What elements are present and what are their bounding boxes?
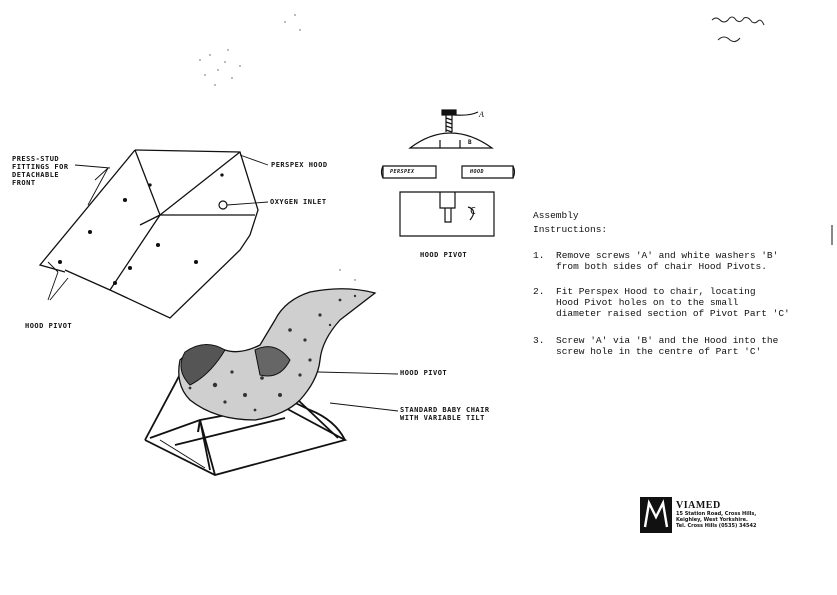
step-3-number: 3. <box>533 335 545 346</box>
leader-lines-chair <box>318 372 398 411</box>
label-hood-pivot-chair: HOOD PIVOT <box>400 369 448 377</box>
label-hood-strip: HOOD <box>470 169 485 175</box>
label-part-c: C <box>470 206 477 217</box>
scan-speckles <box>199 14 355 280</box>
step-2-number: 2. <box>533 286 545 297</box>
handwritten-signature <box>712 17 764 42</box>
viamed-logo <box>640 497 672 533</box>
logo-address: 15 Station Road, Cross Hills, Keighley, West Yorkshire. Tel. Cross Hills (0535) 34542 <box>676 511 757 529</box>
label-part-a: A <box>479 110 485 119</box>
instructions-heading: Assembly <box>533 210 579 221</box>
label-hood-pivot-left: HOOD PIVOT <box>25 322 73 330</box>
label-oxygen-inlet: OXYGEN INLET <box>270 198 327 206</box>
step-2-text: Fit Perspex Hood to chair, locating Hood Pivot holes on to the small diameter raised section of Pivot Part 'C' <box>556 286 790 319</box>
step-3-text: Screw 'A' via 'B' and the Hood into the screw hole in the centre of Part 'C' <box>556 335 779 357</box>
label-perspex-strip: PERSPEX <box>390 169 415 175</box>
instructions-subheading: Instructions: <box>533 224 608 235</box>
label-part-b: B <box>468 139 473 146</box>
perspex-hood-drawing <box>40 150 258 318</box>
label-perspex-hood: PERSPEX HOOD <box>271 161 328 169</box>
leader-lines-hood <box>48 155 268 300</box>
step-1-number: 1. <box>533 250 545 261</box>
label-standard-chair: STANDARD BABY CHAIR WITH VARIABLE TILT <box>400 406 490 422</box>
logo-mark-icon <box>640 497 672 533</box>
step-1-text: Remove screws 'A' and white washers 'B' from both sides of chair Hood Pivots. <box>556 250 779 272</box>
label-hood-pivot-center: HOOD PIVOT <box>420 251 468 259</box>
baby-chair-drawing <box>145 289 375 475</box>
logo-name: VIAMED <box>676 500 721 511</box>
label-press-stud: PRESS-STUD FITTINGS FOR DETACHABLE FRONT <box>12 155 69 187</box>
